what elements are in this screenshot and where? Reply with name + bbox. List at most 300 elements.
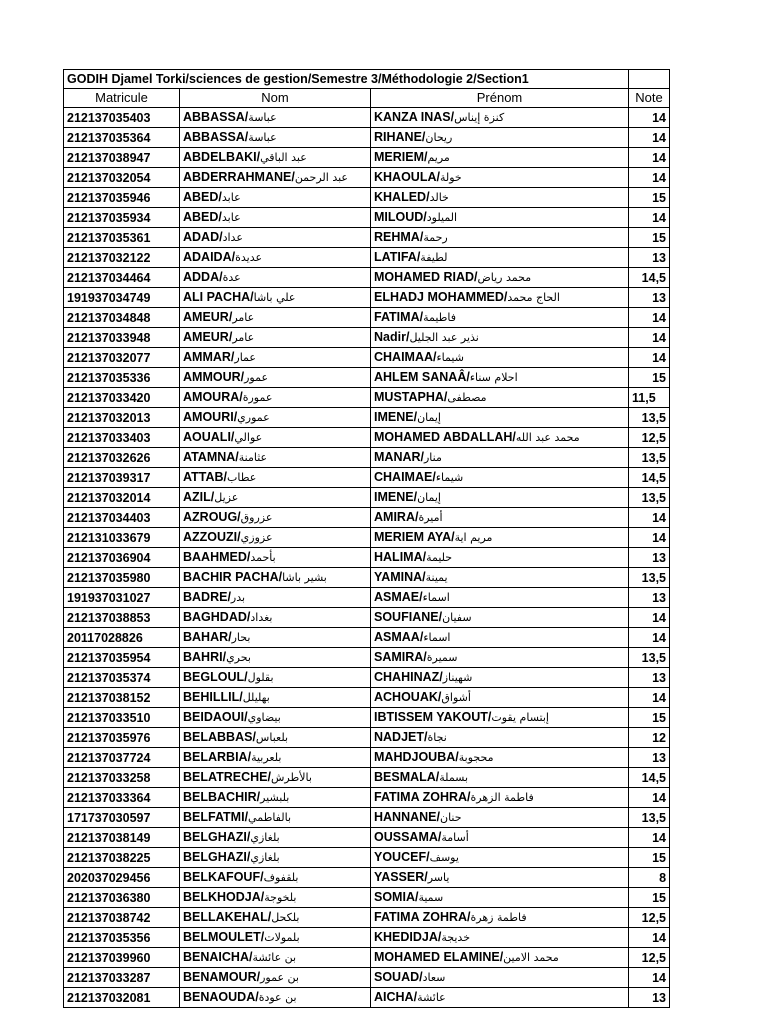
table-row: [64, 768, 670, 788]
nom-latin: BELABBAS/: [183, 730, 256, 744]
note-value: 15: [652, 890, 667, 905]
table-row: [64, 448, 670, 468]
matricule-cell: [64, 708, 180, 728]
prenom-latin: MOHAMED ABDALLAH/: [374, 430, 516, 444]
matricule-cell: [64, 328, 180, 348]
nom-cell: [180, 928, 371, 948]
prenom-cell: [371, 648, 629, 668]
nom-arabic: عموري: [237, 411, 270, 424]
nom-latin: ADAIDA/: [183, 250, 236, 264]
nom-latin: ABDELBAKI/: [183, 150, 261, 164]
header-note: Note: [629, 89, 670, 108]
note-value: 15: [652, 850, 667, 865]
matricule-value: 212137038152: [67, 690, 151, 705]
prenom-cell: [371, 248, 629, 268]
nom-cell: [180, 608, 371, 628]
note-value: 14: [652, 210, 667, 225]
note-value: 13,5: [641, 490, 667, 505]
matricule-value: 212137035954: [67, 650, 151, 665]
nom-arabic: بغداد: [250, 611, 273, 624]
note-value: 13: [652, 590, 667, 605]
prenom-cell: [371, 688, 629, 708]
table-row: [64, 308, 670, 328]
note-cell: [629, 468, 670, 488]
prenom-latin: SOUFIANE/: [374, 610, 443, 624]
nom-latin: AMEUR/: [183, 310, 233, 324]
note-value: 14,5: [641, 270, 667, 285]
prenom-latin: HALIMA/: [374, 550, 427, 564]
table-row: [64, 968, 670, 988]
nom-cell: [180, 708, 371, 728]
matricule-value: 212137035361: [67, 230, 151, 245]
matricule-cell: [64, 928, 180, 948]
note-value: 14: [652, 790, 667, 805]
prenom-arabic: حليمة: [426, 551, 453, 564]
table-row: [64, 168, 670, 188]
grades-table: [63, 69, 670, 1008]
matricule-cell: [64, 248, 180, 268]
prenom-arabic: أشواق: [441, 691, 471, 704]
table-row: [64, 828, 670, 848]
matricule-cell: [64, 488, 180, 508]
matricule-cell: [64, 628, 180, 648]
note-cell: [629, 928, 670, 948]
table-row: [64, 608, 670, 628]
note-value: 14: [652, 110, 667, 125]
prenom-latin: OUSSAMA/: [374, 830, 442, 844]
note-value: 12,5: [641, 430, 667, 445]
matricule-cell: [64, 168, 180, 188]
prenom-arabic: سمية: [418, 891, 444, 904]
prenom-cell: [371, 948, 629, 968]
note-value: 13,5: [641, 410, 667, 425]
note-value: 14: [652, 330, 667, 345]
prenom-latin: MERIEM/: [374, 150, 428, 164]
note-value: 14: [652, 130, 667, 145]
matricule-value: 212137035336: [67, 370, 151, 385]
note-cell: [629, 788, 670, 808]
matricule-cell: [64, 348, 180, 368]
matricule-cell: [64, 648, 180, 668]
nom-latin: BELKHODJA/: [183, 890, 265, 904]
note-value: 8: [659, 870, 667, 885]
prenom-latin: IMENE/: [374, 490, 418, 504]
matricule-value: 212137035403: [67, 110, 151, 125]
note-cell: [629, 128, 670, 148]
prenom-arabic: شيماء: [435, 471, 464, 484]
nom-cell: [180, 408, 371, 428]
table-row: [64, 228, 670, 248]
matricule-value: 212137033510: [67, 710, 151, 725]
nom-arabic: بيضاوي: [247, 711, 281, 724]
matricule-cell: [64, 868, 180, 888]
nom-arabic: عباسة: [248, 131, 277, 144]
prenom-arabic: سميرة: [426, 651, 458, 664]
nom-arabic: بدر: [230, 591, 246, 604]
nom-arabic: عزيل: [214, 491, 239, 504]
nom-latin: BEHILLIL/: [183, 690, 243, 704]
matricule-cell: [64, 268, 180, 288]
nom-arabic: عداد: [222, 231, 243, 244]
title-row: [64, 70, 670, 89]
matricule-cell: [64, 368, 180, 388]
note-cell: [629, 648, 670, 668]
matricule-cell: [64, 428, 180, 448]
matricule-cell: [64, 228, 180, 248]
nom-latin: AMOURA/: [183, 390, 243, 404]
prenom-cell: [371, 548, 629, 568]
prenom-latin: KANZA INAS/: [374, 110, 455, 124]
prenom-arabic: ريحان: [425, 131, 453, 144]
table-row: [64, 328, 670, 348]
matricule-cell: [64, 188, 180, 208]
note-cell: [629, 368, 670, 388]
prenom-latin: AICHA/: [374, 990, 418, 1004]
nom-latin: BELBACHIR/: [183, 790, 261, 804]
note-value: 13: [652, 990, 667, 1005]
prenom-arabic: كنزة إيناس: [454, 111, 505, 124]
matricule-cell: [64, 468, 180, 488]
prenom-cell: [371, 308, 629, 328]
matricule-cell: [64, 788, 180, 808]
note-value: 14,5: [641, 770, 667, 785]
note-value: 13,5: [641, 810, 667, 825]
table-row: [64, 988, 670, 1008]
nom-cell: [180, 828, 371, 848]
table-row: [64, 788, 670, 808]
prenom-arabic: حنان: [439, 811, 462, 824]
nom-latin: ALI PACHA/: [183, 290, 254, 304]
nom-cell: [180, 848, 371, 868]
header-matricule: Matricule: [64, 89, 180, 108]
note-cell: [629, 808, 670, 828]
prenom-cell: [371, 628, 629, 648]
prenom-arabic: محجوبة: [458, 751, 494, 764]
table-row: [64, 728, 670, 748]
prenom-arabic: الحاج محمد: [507, 291, 560, 304]
matricule-value: 212137034403: [67, 510, 151, 525]
note-cell: [629, 548, 670, 568]
nom-arabic: بهليلل: [242, 691, 270, 704]
nom-cell: [180, 308, 371, 328]
nom-latin: BELLAKEHAL/: [183, 910, 272, 924]
nom-latin: AZROUG/: [183, 510, 241, 524]
note-cell: [629, 388, 670, 408]
matricule-cell: [64, 548, 180, 568]
note-cell: [629, 348, 670, 368]
nom-latin: BELARBIA/: [183, 750, 252, 764]
prenom-latin: Nadir/: [374, 330, 410, 344]
prenom-arabic: سعاد: [422, 971, 446, 984]
note-value: 14: [652, 510, 667, 525]
note-value: 12,5: [641, 950, 667, 965]
prenom-latin: CHAIMAA/: [374, 350, 437, 364]
prenom-cell: [371, 108, 629, 128]
nom-cell: [180, 588, 371, 608]
nom-latin: AMOURI/: [183, 410, 238, 424]
matricule-value: 212137035946: [67, 190, 151, 205]
table-row: [64, 948, 670, 968]
nom-arabic: بلخوجة: [264, 891, 297, 904]
nom-arabic: عزوزي: [240, 531, 273, 544]
matricule-value: 212137038742: [67, 910, 151, 925]
prenom-latin: KHALED/: [374, 190, 430, 204]
prenom-arabic: مريم اية: [454, 531, 493, 544]
matricule-value: 212137035976: [67, 730, 151, 745]
note-value: 13,5: [641, 650, 667, 665]
nom-cell: [180, 568, 371, 588]
matricule-value: 212131033679: [67, 530, 151, 545]
table-row: [64, 848, 670, 868]
nom-cell: [180, 988, 371, 1008]
note-cell: [629, 868, 670, 888]
nom-arabic: عابد: [221, 211, 241, 224]
matricule-cell: [64, 668, 180, 688]
prenom-cell: [371, 268, 629, 288]
table-row: [64, 348, 670, 368]
note-cell: [629, 328, 670, 348]
prenom-arabic: محمد عبد الله: [515, 431, 580, 444]
nom-latin: ADDA/: [183, 270, 223, 284]
nom-cell: [180, 748, 371, 768]
nom-cell: [180, 328, 371, 348]
matricule-value: 212137035934: [67, 210, 151, 225]
header-row: [64, 89, 670, 108]
nom-latin: ADAD/: [183, 230, 223, 244]
prenom-latin: IMENE/: [374, 410, 418, 424]
nom-latin: BAAHMED/: [183, 550, 251, 564]
prenom-latin: MERIEM AYA/: [374, 530, 455, 544]
nom-arabic: بلغازي: [250, 831, 280, 844]
note-value: 14: [652, 690, 667, 705]
table-row: [64, 108, 670, 128]
prenom-arabic: فاطمة زهرة: [470, 911, 527, 924]
prenom-arabic: مريم: [427, 151, 450, 164]
prenom-arabic: خالد: [429, 191, 449, 204]
prenom-arabic: اسماء: [423, 631, 451, 644]
note-value: 12: [652, 730, 667, 745]
nom-arabic: بلعربية: [251, 751, 282, 764]
prenom-latin: MOHAMED ELAMINE/: [374, 950, 504, 964]
note-cell: [629, 968, 670, 988]
prenom-latin: MAHDJOUBA/: [374, 750, 459, 764]
title-empty-cell: [629, 70, 670, 89]
prenom-arabic: خديجة: [441, 931, 471, 944]
matricule-value: 191937031027: [67, 590, 151, 605]
matricule-cell: [64, 148, 180, 168]
nom-arabic: عدة: [222, 271, 241, 284]
matricule-value: 212137039960: [67, 950, 151, 965]
matricule-value: 212137038853: [67, 610, 151, 625]
nom-arabic: عباسة: [248, 111, 277, 124]
nom-arabic: بلمولات: [264, 931, 300, 944]
prenom-cell: [371, 388, 629, 408]
matricule-cell: [64, 808, 180, 828]
note-value: 14: [652, 150, 667, 165]
note-cell: [629, 848, 670, 868]
note-cell: [629, 408, 670, 428]
matricule-cell: [64, 888, 180, 908]
table-row: [64, 468, 670, 488]
table-row: [64, 488, 670, 508]
nom-cell: [180, 228, 371, 248]
note-cell: [629, 508, 670, 528]
nom-cell: [180, 128, 371, 148]
matricule-cell: [64, 968, 180, 988]
prenom-cell: [371, 408, 629, 428]
nom-cell: [180, 208, 371, 228]
note-value: 14: [652, 830, 667, 845]
matricule-value: 212137035356: [67, 930, 151, 945]
nom-cell: [180, 148, 371, 168]
nom-arabic: عطاب: [226, 471, 257, 484]
prenom-latin: ELHADJ MOHAMMED/: [374, 290, 508, 304]
prenom-arabic: فاطيمة: [423, 311, 457, 324]
matricule-cell: [64, 988, 180, 1008]
matricule-value: 212137036904: [67, 550, 151, 565]
nom-arabic: عابد: [221, 191, 241, 204]
prenom-cell: [371, 208, 629, 228]
prenom-cell: [371, 768, 629, 788]
prenom-cell: [371, 148, 629, 168]
prenom-cell: [371, 588, 629, 608]
nom-latin: BAGHDAD/: [183, 610, 251, 624]
nom-latin: BAHRI/: [183, 650, 227, 664]
table-row: [64, 188, 670, 208]
nom-cell: [180, 248, 371, 268]
prenom-arabic: شيماء: [436, 351, 464, 364]
prenom-arabic: مصطفى: [447, 391, 487, 404]
nom-cell: [180, 788, 371, 808]
nom-arabic: عبد الرحمن: [294, 171, 348, 184]
nom-latin: BELATRECHE/: [183, 770, 271, 784]
matricule-value: 212137032122: [67, 250, 151, 265]
nom-cell: [180, 168, 371, 188]
nom-arabic: بلكحل: [271, 911, 300, 924]
prenom-latin: FATIMA ZOHRA/: [374, 910, 471, 924]
prenom-arabic: سفيان: [442, 611, 472, 624]
matricule-value: 171737030597: [67, 810, 151, 825]
prenom-latin: CHAIMAE/: [374, 470, 436, 484]
note-value: 12,5: [641, 910, 667, 925]
prenom-cell: [371, 448, 629, 468]
prenom-arabic: منار: [424, 451, 442, 464]
matricule-cell: [64, 528, 180, 548]
prenom-latin: SOMIA/: [374, 890, 419, 904]
table-row: [64, 268, 670, 288]
prenom-latin: REHMA/: [374, 230, 424, 244]
prenom-cell: [371, 488, 629, 508]
prenom-arabic: عائشة: [417, 991, 446, 1004]
prenom-cell: [371, 748, 629, 768]
prenom-cell: [371, 168, 629, 188]
prenom-cell: [371, 228, 629, 248]
note-cell: [629, 568, 670, 588]
table-row: [64, 208, 670, 228]
nom-cell: [180, 388, 371, 408]
nom-arabic: بحار: [231, 631, 251, 644]
nom-arabic: بقلول: [247, 671, 274, 684]
prenom-arabic: خولة: [439, 171, 462, 184]
note-cell: [629, 768, 670, 788]
table-row: [64, 588, 670, 608]
matricule-cell: [64, 388, 180, 408]
prenom-latin: IBTISSEM YAKOUT/: [374, 710, 492, 724]
table-row: [64, 388, 670, 408]
note-value: 13: [652, 670, 667, 685]
prenom-cell: [371, 988, 629, 1008]
prenom-cell: [371, 468, 629, 488]
matricule-value: 212137035364: [67, 130, 151, 145]
table-row: [64, 428, 670, 448]
matricule-value: 212137032054: [67, 170, 151, 185]
nom-arabic: بلبشير: [260, 791, 290, 804]
note-cell: [629, 208, 670, 228]
prenom-latin: BESMALA/: [374, 770, 440, 784]
prenom-cell: [371, 708, 629, 728]
prenom-cell: [371, 848, 629, 868]
table-row: [64, 748, 670, 768]
matricule-value: 212137032013: [67, 410, 151, 425]
nom-arabic: بن عودة: [258, 991, 297, 1004]
nom-arabic: عمار: [234, 351, 256, 364]
note-cell: [629, 228, 670, 248]
prenom-arabic: أميرة: [418, 511, 443, 524]
note-cell: [629, 668, 670, 688]
prenom-latin: FATIMA/: [374, 310, 424, 324]
note-cell: [629, 528, 670, 548]
prenom-latin: ASMAE/: [374, 590, 423, 604]
matricule-value: 212137033364: [67, 790, 151, 805]
note-cell: [629, 608, 670, 628]
prenom-cell: [371, 888, 629, 908]
nom-latin: BACHIR PACHA/: [183, 570, 283, 584]
prenom-latin: SAMIRA/: [374, 650, 427, 664]
prenom-arabic: نجاة: [427, 731, 447, 744]
prenom-cell: [371, 828, 629, 848]
note-value: 14: [652, 970, 667, 985]
prenom-arabic: أسامة: [441, 831, 469, 844]
nom-arabic: عبد الباقي: [260, 151, 307, 164]
note-cell: [629, 288, 670, 308]
note-cell: [629, 168, 670, 188]
nom-latin: AZIL/: [183, 490, 215, 504]
matricule-value: 212137032081: [67, 990, 151, 1005]
prenom-cell: [371, 808, 629, 828]
note-value: 14: [652, 350, 667, 365]
nom-cell: [180, 948, 371, 968]
table-row: [64, 408, 670, 428]
nom-latin: AMEUR/: [183, 330, 233, 344]
prenom-latin: SOUAD/: [374, 970, 423, 984]
nom-arabic: بلقفوف: [263, 871, 299, 884]
prenom-arabic: يوسف: [429, 851, 459, 864]
nom-cell: [180, 648, 371, 668]
matricule-value: 212137035374: [67, 670, 151, 685]
matricule-value: 212137034848: [67, 310, 151, 325]
nom-latin: AMMOUR/: [183, 370, 245, 384]
note-cell: [629, 888, 670, 908]
nom-latin: BELGHAZI/: [183, 850, 251, 864]
nom-arabic: عمور: [244, 371, 269, 384]
matricule-value: 212137033258: [67, 770, 151, 785]
nom-cell: [180, 528, 371, 548]
note-cell: [629, 108, 670, 128]
prenom-arabic: رحمة: [423, 231, 448, 244]
nom-cell: [180, 728, 371, 748]
nom-arabic: عمورة: [242, 391, 273, 404]
prenom-latin: RIHANE/: [374, 130, 426, 144]
